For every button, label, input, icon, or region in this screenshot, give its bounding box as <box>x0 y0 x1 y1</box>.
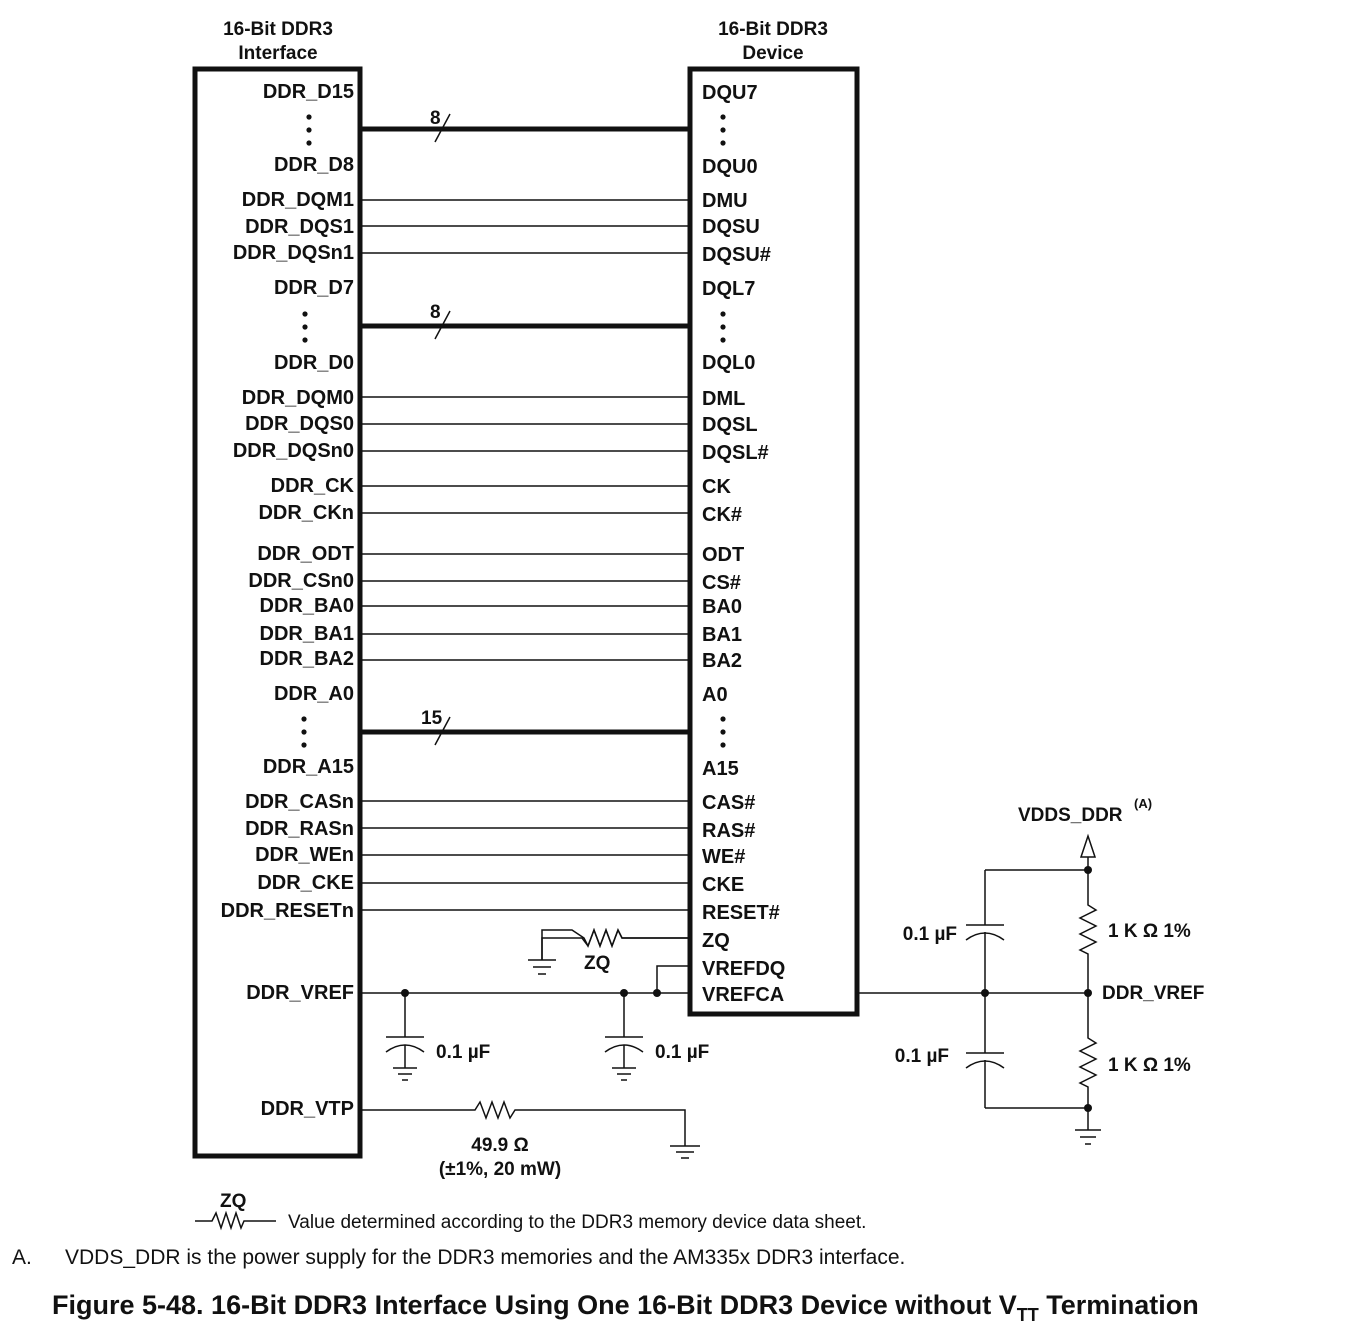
pin-ck: CK <box>702 476 731 498</box>
pin-ddr-dqsn1: DDR_DQSn1 <box>232 242 354 264</box>
pin-ddr-dqsn0: DDR_DQSn0 <box>232 440 354 462</box>
bus-width-lower: 8 <box>430 302 441 323</box>
pin-ddr-csn0: DDR_CSn0 <box>248 570 354 592</box>
footnote-text: VDDS_DDR is the power supply for the DDR3 memories and the AM335x DDR3 interface. <box>65 1246 906 1269</box>
pin-dqsu-n: DQSU# <box>702 244 771 266</box>
pin-ddr-cke: DDR_CKE <box>257 872 354 894</box>
pin-ddr-rasn: DDR_RASn <box>245 818 354 840</box>
divider-res-top-label: 1 K Ω 1% <box>1108 921 1191 942</box>
pin-ddr-a0: DDR_A0 <box>273 683 354 705</box>
pin-ba2: BA2 <box>702 650 743 672</box>
legend-zq-note: Value determined according to the DDR3 memory device data sheet. <box>288 1212 867 1233</box>
pin-ddr-ckn: DDR_CKn <box>258 502 354 524</box>
pin-ck-n: CK# <box>702 504 743 526</box>
pin-vrefca: VREFCA <box>702 984 785 1006</box>
zq-resistor <box>528 930 690 974</box>
zq-resistor-label: ZQ <box>584 953 611 974</box>
pin-ddr-ba2: DDR_BA2 <box>259 648 354 670</box>
pin-ddr-d8: DDR_D8 <box>273 154 354 176</box>
pin-vrefdq: VREFDQ <box>702 958 786 980</box>
vtp-resistor-spec: (±1%, 20 mW) <box>438 1159 562 1180</box>
pin-ddr-vref: DDR_VREF <box>246 982 354 1004</box>
vref-capacitor-mid <box>605 993 709 1080</box>
signal-wires <box>360 200 690 910</box>
legend-zq-label: ZQ <box>220 1191 247 1212</box>
data-bus-lower <box>360 302 690 339</box>
divider-res-bottom-label: 1 K Ω 1% <box>1108 1055 1191 1076</box>
pin-odt: ODT <box>702 544 745 566</box>
pin-ddr-dqs0: DDR_DQS0 <box>245 413 354 435</box>
right-block-title-2: Device <box>742 43 804 64</box>
footnote <box>12 1246 905 1269</box>
pin-ddr-dqm1: DDR_DQM1 <box>241 189 354 211</box>
pin-ddr-dqs1: DDR_DQS1 <box>245 216 354 238</box>
pin-dqsl: DQSL <box>702 414 758 436</box>
ellipsis-dots <box>301 114 725 747</box>
pin-ddr-odt: DDR_ODT <box>257 543 354 565</box>
supply-label: VDDS_DDR <box>1018 805 1123 826</box>
pin-ddr-vtp: DDR_VTP <box>260 1098 354 1120</box>
pin-ddr-resetn: DDR_RESETn <box>220 900 354 922</box>
pin-ddr-dqm0: DDR_DQM0 <box>241 387 354 409</box>
pin-dqu0: DQU0 <box>702 156 758 178</box>
pin-dql0: DQL0 <box>702 352 756 374</box>
pin-ras-n: RAS# <box>702 820 756 842</box>
pin-ba0: BA0 <box>702 596 743 618</box>
pin-cas-n: CAS# <box>702 792 756 814</box>
vref-cap-left-label: 0.1 µF <box>436 1042 491 1063</box>
pin-ddr-casn: DDR_CASn <box>245 791 354 813</box>
pin-ddr-d0: DDR_D0 <box>273 352 354 374</box>
pin-dql7: DQL7 <box>702 278 756 300</box>
right-block-title-1: 16-Bit DDR3 <box>718 19 828 40</box>
pin-dqu7: DQU7 <box>702 82 758 104</box>
vref-capacitor-left <box>386 993 490 1080</box>
pin-a15: A15 <box>702 758 739 780</box>
left-block-title-1: 16-Bit DDR3 <box>223 19 333 40</box>
pin-cke: CKE <box>702 874 745 896</box>
footnote-marker: A. <box>12 1246 32 1269</box>
zq-legend <box>195 1191 866 1233</box>
divider-node-label: DDR_VREF <box>1102 983 1205 1004</box>
vref-divider <box>895 796 1205 1144</box>
address-bus <box>360 708 690 745</box>
pin-ddr-ba0: DDR_BA0 <box>259 595 354 617</box>
pin-ddr-a15: DDR_A15 <box>262 756 354 778</box>
right-pin-labels <box>702 82 785 1006</box>
pin-cs-n: CS# <box>702 572 741 594</box>
pin-a0: A0 <box>702 684 728 706</box>
pin-ddr-ba1: DDR_BA1 <box>259 623 354 645</box>
pin-ba1: BA1 <box>702 624 743 646</box>
pin-zq: ZQ <box>702 930 730 952</box>
pin-we-n: WE# <box>702 846 746 868</box>
pin-ddr-wen: DDR_WEn <box>255 844 354 866</box>
vtp-resistor-value: 49.9 Ω <box>471 1135 529 1156</box>
vref-cap-mid-label: 0.1 µF <box>655 1042 710 1063</box>
pin-ddr-ck: DDR_CK <box>270 475 354 497</box>
caption-suffix: Termination <box>1038 1290 1199 1320</box>
bus-width-upper: 8 <box>430 108 441 129</box>
left-block-title-2: Interface <box>238 43 318 64</box>
figure-caption <box>52 1290 1199 1325</box>
divider-cap-bottom-label: 0.1 µF <box>894 1046 949 1067</box>
pin-ddr-d15: DDR_D15 <box>262 81 354 103</box>
pin-ddr-d7: DDR_D7 <box>273 277 354 299</box>
pin-dqsu: DQSU <box>702 216 760 238</box>
data-bus-upper <box>360 108 690 142</box>
supply-footnote-ref: (A) <box>1134 796 1153 811</box>
pin-dmu: DMU <box>702 190 748 212</box>
caption-prefix: Figure 5-48. 16-Bit DDR3 Interface Using One 16-Bit DDR3 Device without V <box>52 1290 1017 1320</box>
pin-reset-n: RESET# <box>702 902 780 924</box>
pin-dml: DML <box>702 388 746 410</box>
left-pin-labels <box>221 81 355 1120</box>
caption-subscript: TT <box>1016 1305 1039 1325</box>
vtp-resistor <box>360 1102 700 1180</box>
pin-dqsl-n: DQSL# <box>702 442 769 464</box>
divider-cap-top-label: 0.1 µF <box>902 924 957 945</box>
bus-width-address: 15 <box>421 708 443 729</box>
